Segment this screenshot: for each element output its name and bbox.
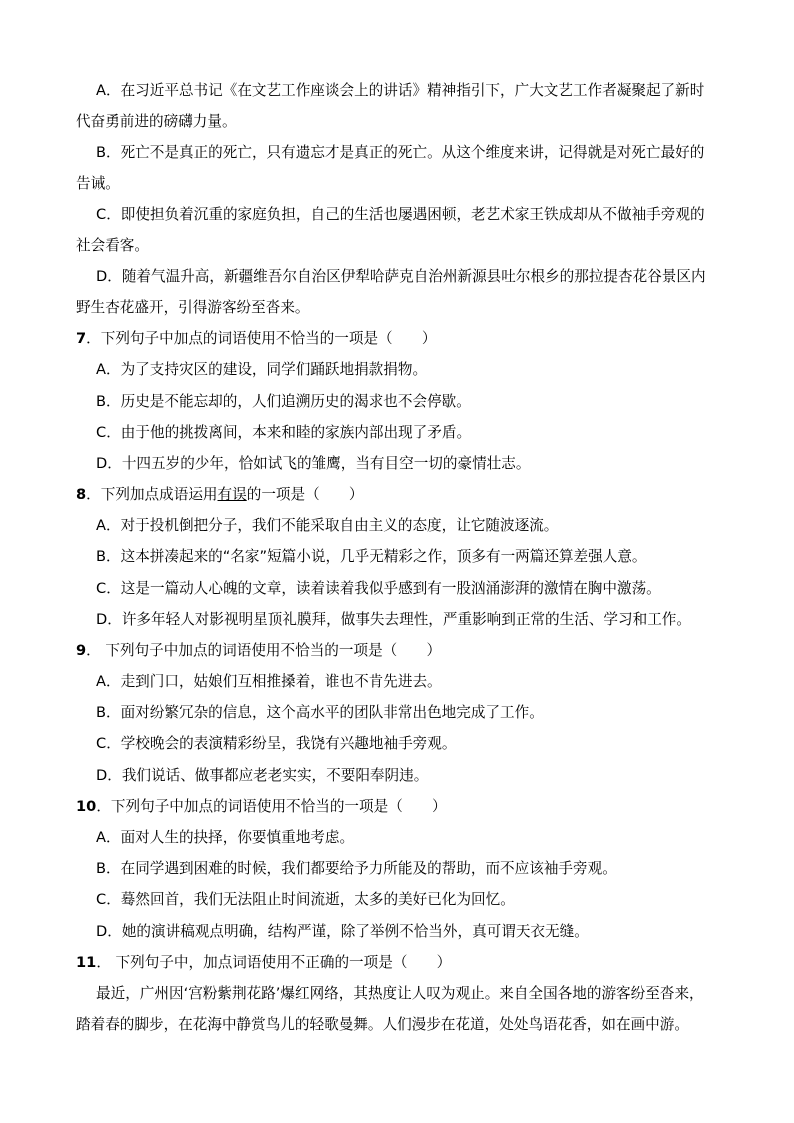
q8-option-b: B．这本拼凑起来的“名家”短篇小说，几乎无精彩之作，顶多有一两篇还算差强人意。	[96, 548, 647, 565]
q6-option-d-line2: 野生杏花盛开，引得游客纷至沓来。	[76, 299, 310, 316]
question-number: 8	[76, 486, 87, 503]
question-number: 7	[76, 330, 87, 347]
question-text-pre: ．下列加点成语运用	[86, 486, 218, 503]
q8-option-d: D．许多年轻人对影视明星顶礼膜拜，做事失去理性，严重影响到正常的生活、学习和工作。	[96, 611, 691, 628]
q6-option-c-line2: 社会看客。	[76, 237, 149, 254]
q9-option-b: B．面对纷繁冗杂的信息，这个高水平的团队非常出色地完成了工作。	[96, 704, 544, 721]
question-number: 10	[76, 798, 97, 815]
question-text-underlined: 有误	[217, 486, 247, 503]
question-11-stem	[76, 953, 451, 973]
q10-option-b: B．在同学遇到困难的时候，我们都要给予力所能及的帮助，而不应该袖手旁观。	[96, 860, 617, 877]
q10-option-c: C．蓦然回首，我们无法阻止时间流逝，太多的美好已化为回忆。	[96, 891, 515, 908]
q6-option-a-line2: 代奋勇前进的磅礴力量。	[76, 113, 237, 130]
question-number: 11	[76, 954, 97, 971]
question-text-post: 的一项是（ ）	[246, 486, 364, 503]
q6-option-d-line1: D．随着气温升高，新疆维吾尔自治区伊犁哈萨克自治州新源县吐尔根乡的那拉提杏花谷景区内	[96, 268, 706, 285]
q9-option-a: A．走到门口，姑娘们互相推搡着，谁也不肯先进去。	[96, 673, 442, 690]
question-text: ．下列句子中加点的词语使用不恰当的一项是（ ）	[86, 330, 437, 347]
q10-option-d: D．她的演讲稿观点明确，结构严谨，除了举例不恰当外，真可谓天衣无缝。	[96, 923, 589, 940]
q6-option-a-line1: A．在习近平总书记《在文艺工作座谈会上的讲话》精神指引下，广大文艺工作者凝聚起了新时	[96, 82, 705, 99]
q9-option-c: C．学校晚会的表演精彩纷呈，我饶有兴趣地袖手旁观。	[96, 735, 457, 752]
q6-option-b-line1: B．死亡不是真正的死亡，只有遗忘才是真正的死亡。从这个维度来讲，记得就是对死亡最好的	[96, 144, 705, 161]
q11-passage-line2: 踏着春的脚步，在花海中静赏鸟儿的轻歌曼舞。人们漫步在花道，处处鸟语花香，如在画中游。	[76, 1016, 689, 1033]
question-7-stem	[76, 329, 436, 349]
q7-option-a: A．为了支持灾区的建设，同学们踊跃地捐款捐物。	[96, 361, 428, 378]
q11-passage-line1: 最近，广州因‘宫粉紫荆花路’爆红网络，其热度让人叹为观止。来自全国各地的游客纷至沓来，	[96, 985, 704, 1002]
q7-option-c: C．由于他的挑拨离间，本来和睦的家族内部出现了矛盾。	[96, 424, 472, 441]
question-text: ．下列句子中加点的词语使用不恰当的一项是（ ）	[96, 798, 447, 815]
q9-option-d: D．我们说话、做事都应老老实实，不要阳奉阴违。	[96, 767, 429, 784]
question-number: 9	[76, 642, 87, 659]
question-10-stem	[76, 797, 447, 817]
q6-option-b-line2: 告诫。	[76, 175, 120, 192]
q6-option-c-line1: C．即使担负着沉重的家庭负担，自己的生活也屡遇困顿，老艺术家王铁成却从不做袖手旁观的	[96, 206, 705, 223]
q7-option-d: D．十四五岁的少年，恰如试飞的雏鹰，当有目空一切的豪情壮志。	[96, 455, 531, 472]
question-8-stem	[76, 485, 363, 505]
question-9-stem	[76, 641, 441, 661]
q7-option-b: B．历史是不能忘却的，人们追溯历史的渴求也不会停歇。	[96, 393, 471, 410]
question-text: ． 下列句子中加点的词语使用不恰当的一项是（ ）	[86, 642, 442, 659]
question-text: ． 下列句子中，加点词语使用不正确的一项是（ ）	[96, 954, 452, 971]
q8-option-a: A．对于投机倒把分子，我们不能采取自由主义的态度，让它随波逐流。	[96, 517, 559, 534]
q8-option-c: C．这是一篇动人心魄的文章，读着读着我似乎感到有一股汹涌澎湃的激情在胸中激荡。	[96, 580, 661, 597]
q10-option-a: A．面对人生的抉择，你要慎重地考虑。	[96, 829, 355, 846]
